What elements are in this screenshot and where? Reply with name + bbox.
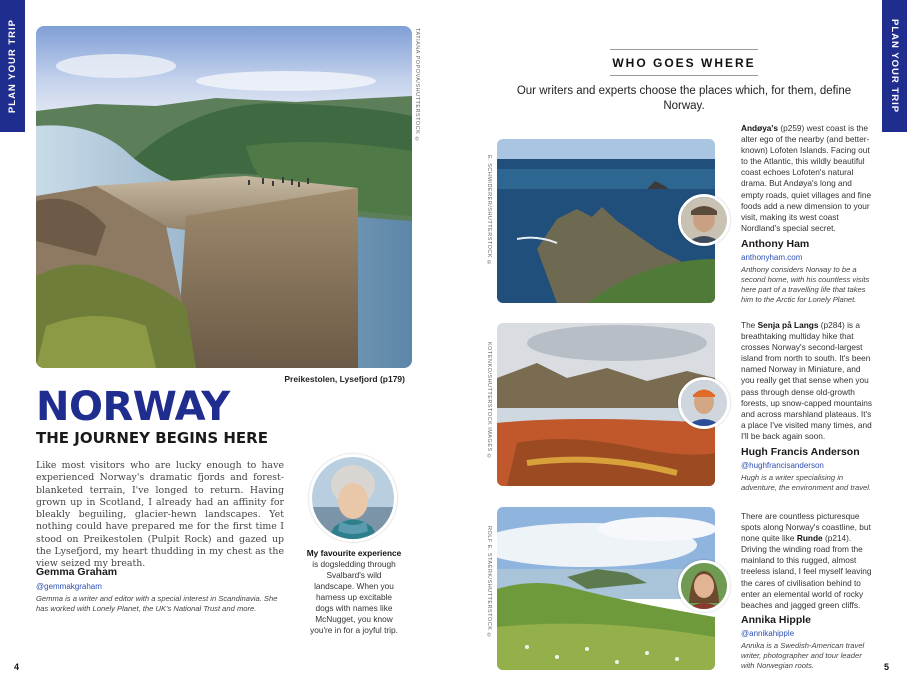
author-name-annika: Annika Hipple: [741, 614, 812, 626]
author-name: Gemma Graham: [36, 566, 118, 578]
author-handle[interactable]: @gemmakgraham: [36, 582, 102, 591]
entry-intro: The: [741, 320, 756, 330]
entry-andoya: [741, 123, 873, 234]
who-goes-where-heading: WHO GOES WHERE: [612, 56, 756, 70]
page-number-right: 5: [884, 662, 890, 672]
author-handle-annika[interactable]: @annikahipple: [741, 629, 795, 638]
author-portrait-anthony: [678, 194, 730, 246]
favourite-text: is dogsledding through Svalbard's wild landscape. When you harness up excitable dogs with names like McNugget, you know you're in for a joyful trip.: [310, 559, 398, 635]
entry-text: (p259) west coast is the alter ego of the nearby (and better-known) Lofoten Islands. Facing out to the Atlantic, this wildly beautiful coast echoes Lofoten's natural drama. But Andøya's long and empty roads, quiet villages and fine foods add a new dimension to your visit, making its west coast Nordland's special secret.: [741, 123, 872, 233]
page-number-left: 4: [14, 662, 20, 672]
place-andoya: Andøya's: [741, 123, 779, 133]
author-name-anthony: Anthony Ham: [741, 238, 810, 250]
heading-rule-top: [610, 49, 758, 50]
page-title: NORWAY: [36, 384, 230, 430]
author-bio: Gemma is a writer and editor with a special interest in Scandinavia. She has worked with Lonely Planet, the UK's National Trust and more.: [36, 594, 278, 613]
photo-credit-andoya: E. SCHMIDERER/SHUTTERSTOCK ©: [486, 155, 492, 267]
author-bio-anthony: Anthony considers Norway to be a second home, with his countless visits here part of a travelling life that takes him to the Arctic for Lonely Planet.: [741, 265, 870, 304]
intro-text: Like most visitors who are lucky enough to have experienced Norway's dramatic fjords and forest-blanketed terrain, I've longed to return. Having grown up in Scotland, I already had an affinity for bleakly beguiling, glacier-hewn landscapes. Yet nothing could have prepared me for the first time I stood on Preikestolen (Pulpit Rock) and gazed up the Lysefjord, my heart thudding in my chest as the view seized my breath.: [36, 460, 284, 570]
favourite-experience: [306, 548, 402, 636]
photo-credit-senja: KOTENKO/SHUTTERSTOCK IMAGES ©: [486, 342, 492, 461]
author-name-hugh: Hugh Francis Anderson: [741, 446, 860, 458]
place-runde: Runde: [796, 533, 823, 544]
page-subtitle: THE JOURNEY BEGINS HERE: [36, 429, 268, 447]
hero-caption: Preikestolen, Lysefjord (p179): [284, 374, 405, 384]
entry-senja: [741, 320, 873, 442]
author-portrait-hugh: [678, 377, 730, 429]
entry-text: (p284) is a breathtaking multiday hike that crosses Norway's second-largest island from north to south. It's been named Norway in Miniature, and you really get that sense when you pass through dense old-growth forests, up snow-capped mountains and across marshland plateaus. It's a place I've visited many times, and I'll be back again soon.: [741, 320, 872, 441]
entry-text: (p214). Driving the winding road from the mainland to this rugged, almost treeless island, I feel myself leaving the cares of civilisation behind to enter an elemental world of rocky beaches and jagged green cliffs.: [741, 533, 872, 610]
author-handle-hugh[interactable]: @hughfrancisanderson: [741, 461, 824, 470]
tab-label: PLAN YOUR TRIP: [7, 18, 18, 114]
place-senja: Senja på Langs: [757, 320, 819, 330]
author-portrait-gemma: [309, 454, 397, 542]
hero-photo-preikestolen: [36, 26, 412, 368]
photo-credit-hero: TATIANA POPOVA/SHUTTERSTOCK ©: [414, 28, 420, 143]
plan-your-trip-tab-right: [882, 0, 907, 132]
heading-rule-bottom: [610, 75, 758, 76]
who-goes-where-subheading: Our writers and experts choose the places which, for them, define Norway.: [516, 85, 852, 112]
author-bio-hugh: Hugh is a writer specialising in adventure, the environment and travel.: [741, 473, 872, 492]
favourite-heading: My favourite experience: [306, 548, 402, 558]
entry-intro: There are countless picturesque spots along Norway's coastline, but none quite like: [741, 511, 871, 544]
tab-label: PLAN YOUR TRIP: [889, 18, 900, 114]
photo-credit-runde: ROLF E. STAERK/SHUTTERSTOCK ©: [486, 526, 492, 639]
author-portrait-annika: [678, 560, 730, 612]
entry-runde: [741, 511, 873, 611]
author-bio-annika: Annika is a Swedish-American travel writer, photographer and tour leader with Norwegian roots.: [741, 641, 865, 670]
author-handle-anthony[interactable]: anthonyham.com: [741, 253, 803, 262]
plan-your-trip-tab-left: [0, 0, 25, 132]
